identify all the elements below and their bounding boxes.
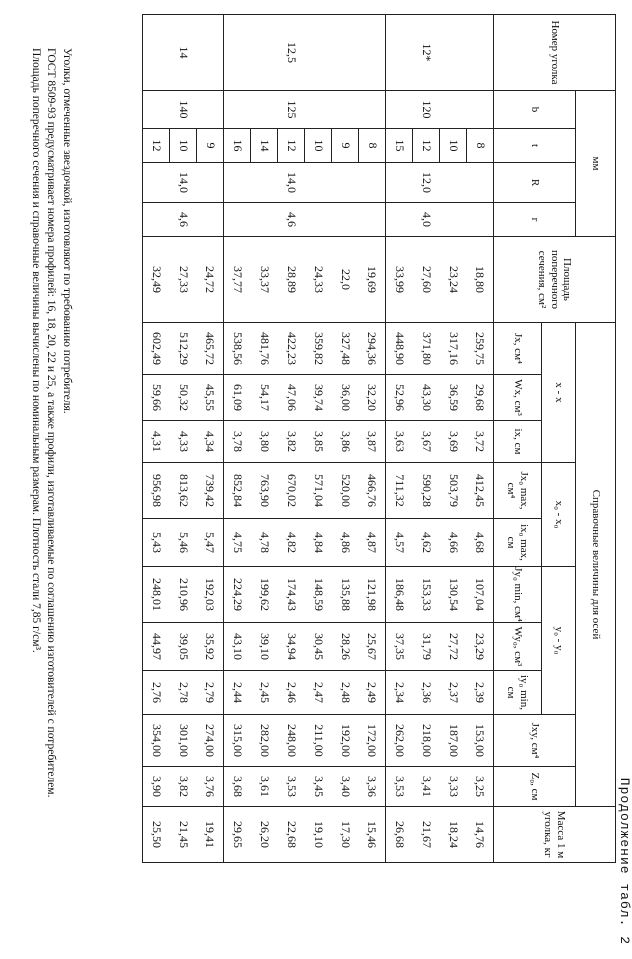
cell-b	[386, 91, 413, 129]
cell-m: 19,10	[305, 807, 332, 863]
cell-iy0: 2,45	[251, 671, 278, 715]
cell-Jx: 371,80	[413, 323, 440, 375]
cell-Wy0: 28,26	[332, 623, 359, 671]
cell-Jy0: 199,62	[251, 567, 278, 623]
cell-Jxy: 211,00	[305, 715, 332, 767]
cell-ix0: 4,57	[386, 519, 413, 567]
cell-ix0: 4,84	[305, 519, 332, 567]
cell-Jx: 465,72	[197, 323, 224, 375]
cell-Z0: 3,25	[467, 767, 494, 807]
cell-Z0: 3,90	[143, 767, 170, 807]
header-Jxy: Jxy, см⁴	[494, 715, 576, 767]
note-profiles: ГОСТ 8509-93 предусматривает номера профилей: 16, 18, 20, 22 и 25, а также профили, изготавливаемые по соглашению изготовителей с потребителем.	[45, 48, 58, 798]
cell-Jx0: 503,79	[440, 463, 467, 519]
cell-t: 15	[386, 129, 413, 163]
cell-Z0: 3,33	[440, 767, 467, 807]
cell-Jx: 317,16	[440, 323, 467, 375]
cell-b	[143, 91, 170, 129]
cell-Jxy: 274,00	[197, 715, 224, 767]
cell-m: 26,68	[386, 807, 413, 863]
cell-b	[440, 91, 467, 129]
cell-ix: 3,78	[224, 421, 251, 463]
cell-ix0: 4,78	[251, 519, 278, 567]
cell-area: 28,89	[278, 237, 305, 323]
cell-b: 140	[170, 91, 197, 129]
cell-Jx: 422,23	[278, 323, 305, 375]
cell-Jx: 448,90	[386, 323, 413, 375]
cell-r: 4,6	[170, 203, 197, 237]
cell-Jx0: 590,28	[413, 463, 440, 519]
cell-number	[359, 15, 386, 91]
cell-Wx: 61,09	[224, 375, 251, 421]
cell-b	[332, 91, 359, 129]
cell-Jx: 481,76	[251, 323, 278, 375]
note-density: Площадь поперечного сечения и справочные величины вычислены по номинальным размерам. Плотность стали 7,85 г/см³.	[29, 48, 42, 653]
cell-iy0: 2,36	[413, 671, 440, 715]
cell-area: 24,72	[197, 237, 224, 323]
table-row	[440, 15, 467, 863]
cell-Jx: 327,48	[332, 323, 359, 375]
cell-Wx: 50,32	[170, 375, 197, 421]
cell-Jxy: 282,00	[251, 715, 278, 767]
cell-m: 21,45	[170, 807, 197, 863]
table-row	[413, 15, 440, 863]
table-row	[278, 15, 305, 863]
cell-Wx: 36,00	[332, 375, 359, 421]
cell-ix: 3,67	[413, 421, 440, 463]
cell-r	[197, 203, 224, 237]
table-notes	[27, 30, 74, 945]
header-mm: мм	[576, 91, 616, 237]
cell-t: 10	[440, 129, 467, 163]
note-star: Уголки, отмеченные звездочкой, изготовляют по требованию потребителя.	[61, 48, 73, 414]
cell-r	[332, 203, 359, 237]
cell-Jxy: 172,00	[359, 715, 386, 767]
cell-Jx: 538,56	[224, 323, 251, 375]
cell-Jxy: 315,00	[224, 715, 251, 767]
cell-Jy0: 192,03	[197, 567, 224, 623]
cell-Jxy: 192,00	[332, 715, 359, 767]
cell-ix: 3,85	[305, 421, 332, 463]
cell-Z0: 3,61	[251, 767, 278, 807]
cell-Jy0: 174,43	[278, 567, 305, 623]
cell-iy0: 2,37	[440, 671, 467, 715]
cell-number	[224, 15, 251, 91]
cell-Jxy: 218,00	[413, 715, 440, 767]
cell-b	[359, 91, 386, 129]
cell-r	[143, 203, 170, 237]
cell-Jy0: 107,04	[467, 567, 494, 623]
header-number: Номер уголка	[494, 15, 616, 91]
cell-b	[224, 91, 251, 129]
cell-ix0: 4,75	[224, 519, 251, 567]
cell-m: 21,67	[413, 807, 440, 863]
cell-Jx: 512,29	[170, 323, 197, 375]
cell-ix0: 5,43	[143, 519, 170, 567]
cell-ix0: 5,47	[197, 519, 224, 567]
cell-Jx0: 571,04	[305, 463, 332, 519]
cell-ix0: 4,86	[332, 519, 359, 567]
cell-Jxy: 354,00	[143, 715, 170, 767]
cell-m: 29,65	[224, 807, 251, 863]
cell-m: 19,41	[197, 807, 224, 863]
table-row	[170, 15, 197, 863]
cell-Wy0: 31,79	[413, 623, 440, 671]
cell-t: 10	[170, 129, 197, 163]
cell-Wx: 29,68	[467, 375, 494, 421]
cell-Jxy: 248,00	[278, 715, 305, 767]
cell-t: 12	[413, 129, 440, 163]
cell-R	[467, 163, 494, 203]
cell-R: 12,0	[413, 163, 440, 203]
cell-R: 14,0	[170, 163, 197, 203]
cell-ix0: 5,46	[170, 519, 197, 567]
table-row	[224, 15, 251, 863]
cell-t: 8	[467, 129, 494, 163]
cell-number	[467, 15, 494, 91]
cell-number	[332, 15, 359, 91]
cell-b: 125	[278, 91, 305, 129]
table-row	[143, 15, 170, 863]
cell-number	[440, 15, 467, 91]
header-Jx: Jx, см⁴	[494, 323, 542, 375]
cell-r	[386, 203, 413, 237]
cell-r: 4,0	[413, 203, 440, 237]
cell-Wx: 43,30	[413, 375, 440, 421]
table-caption: Продолжение табл. 2	[617, 777, 632, 945]
cell-iy0: 2,48	[332, 671, 359, 715]
cell-ix: 3,72	[467, 421, 494, 463]
cell-iy0: 2,47	[305, 671, 332, 715]
cell-Wx: 39,74	[305, 375, 332, 421]
cell-t: 12	[278, 129, 305, 163]
cell-Z0: 3,45	[305, 767, 332, 807]
cell-Z0: 3,82	[170, 767, 197, 807]
cell-ix0: 4,68	[467, 519, 494, 567]
cell-iy0: 2,79	[197, 671, 224, 715]
cell-Jx: 259,75	[467, 323, 494, 375]
cell-m: 17,30	[332, 807, 359, 863]
cell-m: 15,46	[359, 807, 386, 863]
cell-Jxy: 187,00	[440, 715, 467, 767]
cell-R	[332, 163, 359, 203]
cell-area: 32,49	[143, 237, 170, 323]
cell-Wy0: 27,72	[440, 623, 467, 671]
header-iy0: iy₀ min, см	[494, 671, 542, 715]
cell-Wy0: 44,97	[143, 623, 170, 671]
cell-area: 27,60	[413, 237, 440, 323]
cell-t: 12	[143, 129, 170, 163]
cell-r	[305, 203, 332, 237]
cell-area: 24,33	[305, 237, 332, 323]
cell-ix: 4,34	[197, 421, 224, 463]
cell-Wy0: 30,45	[305, 623, 332, 671]
header-b: b	[494, 91, 576, 129]
cell-R: 14,0	[278, 163, 305, 203]
cell-Jx: 359,82	[305, 323, 332, 375]
cell-Jx0: 711,32	[386, 463, 413, 519]
header-Wx: Wx, см³	[494, 375, 542, 421]
cell-m: 14,76	[467, 807, 494, 863]
cell-m: 26,20	[251, 807, 278, 863]
cell-Wy0: 34,94	[278, 623, 305, 671]
header-t: t	[494, 129, 576, 163]
cell-Jxy: 262,00	[386, 715, 413, 767]
header-ix0: ix₀ max, см	[494, 519, 542, 567]
cell-Jx0: 520,00	[332, 463, 359, 519]
cell-m: 18,24	[440, 807, 467, 863]
cell-ix: 3,82	[278, 421, 305, 463]
cell-Jxy: 153,00	[467, 715, 494, 767]
table-row	[197, 15, 224, 863]
cell-ix0: 4,66	[440, 519, 467, 567]
header-mass: Масса 1 м уголка, кг	[494, 807, 616, 863]
cell-R	[440, 163, 467, 203]
cell-number: 14	[170, 15, 197, 91]
cell-Wy0: 23,29	[467, 623, 494, 671]
cell-t: 16	[224, 129, 251, 163]
cell-Jx: 294,36	[359, 323, 386, 375]
cell-Jx0: 763,90	[251, 463, 278, 519]
cell-t: 9	[332, 129, 359, 163]
cell-number: 12*	[413, 15, 440, 91]
angle-steel-table	[142, 14, 616, 863]
cell-Jy0: 121,98	[359, 567, 386, 623]
cell-R	[224, 163, 251, 203]
cell-r	[251, 203, 278, 237]
cell-R	[251, 163, 278, 203]
cell-R	[197, 163, 224, 203]
cell-ix: 3,80	[251, 421, 278, 463]
cell-Wx: 47,06	[278, 375, 305, 421]
header-area: Площадь поперечного сечения, см²	[494, 237, 616, 323]
cell-Wy0: 25,67	[359, 623, 386, 671]
table-row	[386, 15, 413, 863]
cell-Jy0: 148,59	[305, 567, 332, 623]
table-row	[305, 15, 332, 863]
cell-Z0: 3,53	[278, 767, 305, 807]
cell-Z0: 3,41	[413, 767, 440, 807]
table-row	[332, 15, 359, 863]
cell-number	[197, 15, 224, 91]
cell-iy0: 2,46	[278, 671, 305, 715]
header-axis-xx: x - x	[542, 323, 576, 463]
cell-area: 18,80	[467, 237, 494, 323]
cell-Jx0: 739,42	[197, 463, 224, 519]
cell-b	[197, 91, 224, 129]
cell-Jy0: 135,88	[332, 567, 359, 623]
cell-area: 23,24	[440, 237, 467, 323]
cell-R	[386, 163, 413, 203]
cell-b	[251, 91, 278, 129]
header-axis-x0: x₀ - x₀	[542, 463, 576, 567]
cell-number	[143, 15, 170, 91]
cell-R	[143, 163, 170, 203]
header-Wy0: Wy₀, см³	[494, 623, 542, 671]
cell-r	[467, 203, 494, 237]
table-row	[359, 15, 386, 863]
header-reference: Справочные величины для осей	[576, 323, 616, 807]
header-ix: ix, см	[494, 421, 542, 463]
cell-ix0: 4,62	[413, 519, 440, 567]
cell-iy0: 2,39	[467, 671, 494, 715]
cell-iy0: 2,76	[143, 671, 170, 715]
cell-t: 8	[359, 129, 386, 163]
cell-area: 33,37	[251, 237, 278, 323]
cell-Wy0: 39,05	[170, 623, 197, 671]
cell-Jxy: 301,00	[170, 715, 197, 767]
cell-Jx0: 670,02	[278, 463, 305, 519]
cell-Jx0: 813,62	[170, 463, 197, 519]
cell-ix: 4,33	[170, 421, 197, 463]
cell-Wx: 59,66	[143, 375, 170, 421]
cell-Jx0: 412,45	[467, 463, 494, 519]
cell-iy0: 2,34	[386, 671, 413, 715]
cell-ix: 3,63	[386, 421, 413, 463]
cell-t: 9	[197, 129, 224, 163]
cell-Wx: 32,20	[359, 375, 386, 421]
header-Jy0: Jy₀ min, см⁴	[494, 567, 542, 623]
cell-Jy0: 186,48	[386, 567, 413, 623]
cell-t: 14	[251, 129, 278, 163]
cell-Wx: 52,96	[386, 375, 413, 421]
cell-b	[467, 91, 494, 129]
cell-m: 22,68	[278, 807, 305, 863]
header-Z0: Z₀, см	[494, 767, 576, 807]
cell-m: 25,50	[143, 807, 170, 863]
cell-ix: 3,87	[359, 421, 386, 463]
cell-ix: 4,31	[143, 421, 170, 463]
cell-Jy0: 248,01	[143, 567, 170, 623]
cell-Jy0: 130,54	[440, 567, 467, 623]
cell-Wy0: 39,10	[251, 623, 278, 671]
cell-iy0: 2,49	[359, 671, 386, 715]
cell-ix0: 4,87	[359, 519, 386, 567]
cell-Jy0: 224,29	[224, 567, 251, 623]
cell-Jy0: 210,96	[170, 567, 197, 623]
cell-Wy0: 43,10	[224, 623, 251, 671]
header-R: R	[494, 163, 576, 203]
cell-t: 10	[305, 129, 332, 163]
cell-area: 33,99	[386, 237, 413, 323]
cell-Wx: 45,55	[197, 375, 224, 421]
cell-iy0: 2,78	[170, 671, 197, 715]
cell-Jx: 602,49	[143, 323, 170, 375]
table-row	[251, 15, 278, 863]
header-axis-y0: y₀ - y₀	[542, 567, 576, 715]
cell-Z0: 3,40	[332, 767, 359, 807]
cell-Wx: 54,17	[251, 375, 278, 421]
cell-Z0: 3,76	[197, 767, 224, 807]
cell-area: 19,69	[359, 237, 386, 323]
table-body	[143, 15, 494, 863]
cell-Z0: 3,36	[359, 767, 386, 807]
cell-Wx: 36,59	[440, 375, 467, 421]
cell-Jx0: 852,84	[224, 463, 251, 519]
cell-iy0: 2,44	[224, 671, 251, 715]
cell-b	[305, 91, 332, 129]
cell-number	[251, 15, 278, 91]
cell-Z0: 3,53	[386, 767, 413, 807]
cell-number: 12,5	[278, 15, 305, 91]
cell-r	[359, 203, 386, 237]
cell-ix0: 4,82	[278, 519, 305, 567]
cell-R	[359, 163, 386, 203]
cell-Jx0: 466,76	[359, 463, 386, 519]
cell-number	[386, 15, 413, 91]
cell-Wy0: 37,35	[386, 623, 413, 671]
cell-area: 22,0	[332, 237, 359, 323]
cell-number	[305, 15, 332, 91]
cell-r	[440, 203, 467, 237]
cell-ix: 3,69	[440, 421, 467, 463]
cell-Jy0: 153,33	[413, 567, 440, 623]
cell-Z0: 3,68	[224, 767, 251, 807]
cell-area: 27,33	[170, 237, 197, 323]
table-row	[467, 15, 494, 863]
cell-ix: 3,86	[332, 421, 359, 463]
cell-Jx0: 956,98	[143, 463, 170, 519]
cell-r	[224, 203, 251, 237]
header-r: r	[494, 203, 576, 237]
header-Jx0: Jx₀ max, см⁴	[494, 463, 542, 519]
cell-area: 37,77	[224, 237, 251, 323]
cell-R	[305, 163, 332, 203]
cell-b: 120	[413, 91, 440, 129]
cell-Wy0: 35,92	[197, 623, 224, 671]
cell-r: 4,6	[278, 203, 305, 237]
